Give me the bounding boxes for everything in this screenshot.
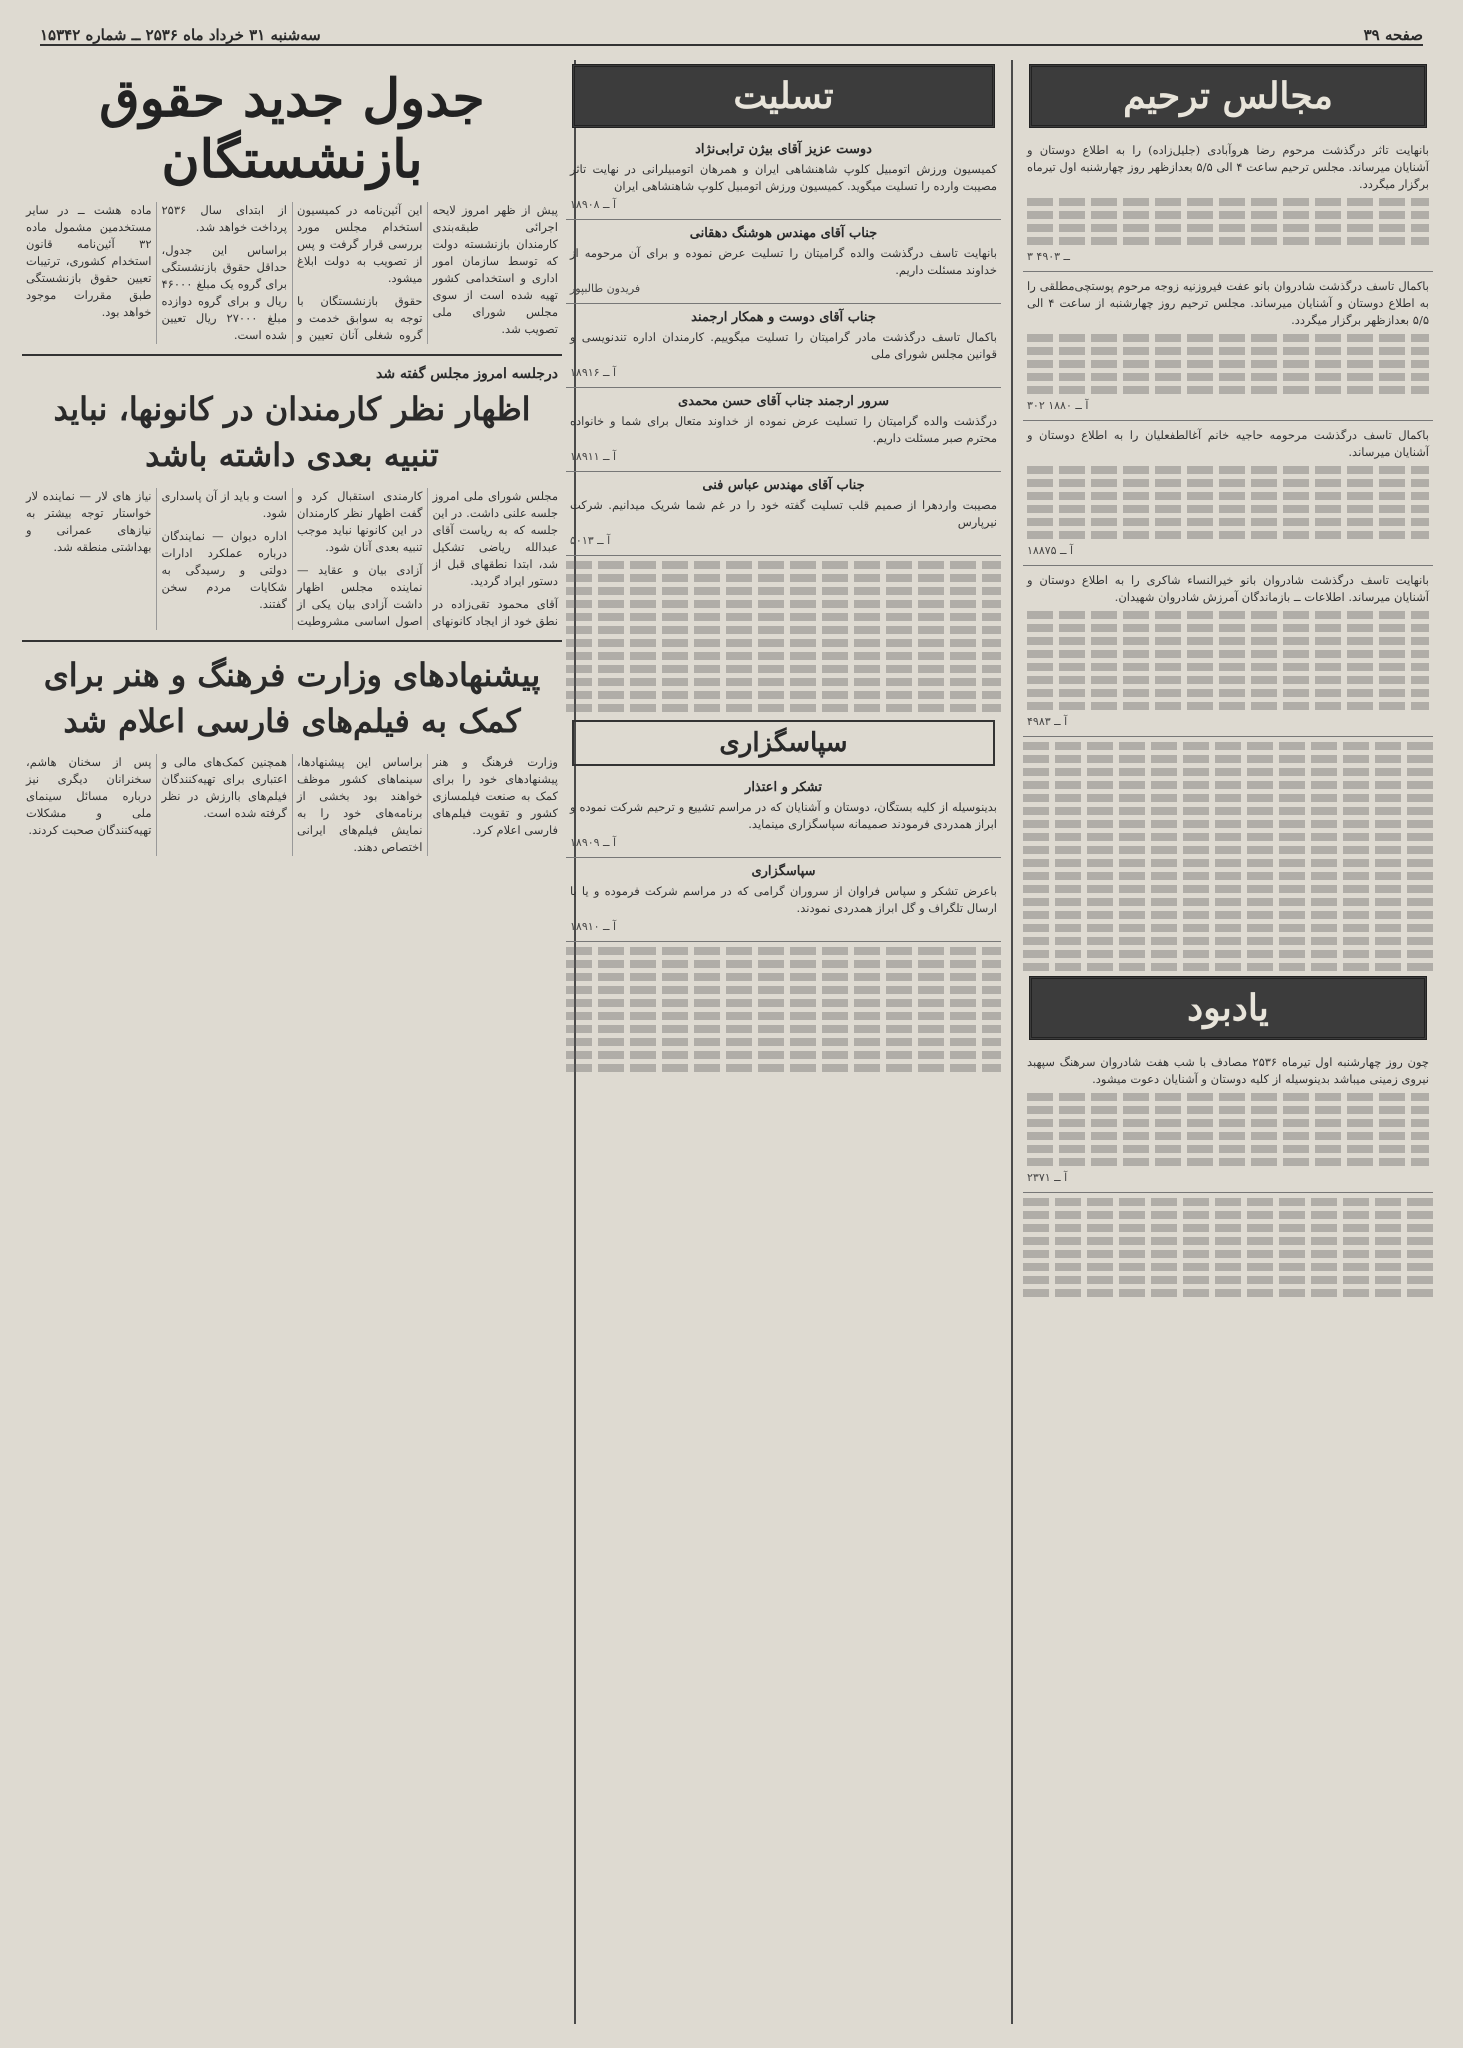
notice-code: آ ــ ۱۸۹۱۱ — [570, 450, 617, 463]
article-paragraph: پس از سخنان هاشم، سخنرانان دیگری نیز درباره مسائل سینمای ملی و مشکلات تهیه‌کنندگان صحبت کردند. — [26, 755, 152, 837]
thanks-banner: سپاسگزاری — [572, 720, 995, 766]
notice-code: آ ــ ۴۹۸۳ — [1027, 715, 1068, 728]
notice — [566, 136, 1001, 220]
notice — [566, 472, 1001, 556]
notice-code: آ ــ ۱۸۹۰۹ — [570, 836, 617, 849]
article-paragraph: براساس این پیشنهادها، سینماهای کشور موظف خواهند بود بخشی از برنامه‌های خود را به نمایش فیلم‌های ایرانی اختصاص دهند. — [297, 755, 423, 854]
notice — [566, 388, 1001, 472]
memorial-banner: مجالس ترحیم — [1029, 64, 1427, 128]
headline-parliament: اظهار نظر کارمندان در کانونها، نباید تنبیه بعدی داشته باشد — [53, 390, 531, 474]
article-paragraph: نیاز های لار — نماینده لار خواستار توجه بیشتر به نیازهای عمرانی و بهداشتی منطقه شد. — [26, 489, 152, 554]
page-header — [40, 14, 1423, 46]
article-paragraph: این آئین‌نامه در کمیسیون استخدام مجلس مورد بررسی قرار گرفت و پس از تصویب به دولت ابلاغ میشود. — [297, 203, 423, 285]
article-paragraph: پیش از ظهر امروز لایحه اجرائی طبقه‌بندی کارمندان بازنشسته دولت که توسط سازمان امور اداری و استخدامی کشور تهیه شده است از سوی مجلس شورای ملی تصویب شد. — [432, 203, 558, 336]
notice — [566, 774, 1001, 858]
article-pensions — [22, 202, 562, 344]
notice-text: باکمال تاسف درگذشت مادر گرامیتان را تسلیت میگوییم. کارمندان اداره تندنویسی و قوانین مجلس شورای ملی — [570, 330, 997, 361]
notice-text: بانهایت تاثر درگذشت مرحوم رضا هروآبادی (جلیل‌زاده) را به اطلاع دوستان و آشنایان میرساند. مجلس ترحیم ساعت ۴ الی ۵/۵ بعدازظهر روز چهارشنبه اول تیرماه برگزار میگردد. — [1027, 143, 1429, 191]
article-culture — [22, 754, 562, 856]
article-paragraph: اداره دیوان — نمایندگان درباره عملکرد ادارات دولتی و رسیدگی به شکایات مردم سخن گفتند. — [161, 529, 287, 611]
notice-code: ۳۰۲ آ ــ ۱۸۸۰ — [1027, 399, 1089, 412]
remembrance-banner: یادبود — [1029, 976, 1427, 1040]
main-headline: جدول جدید حقوق بازنشستگان — [99, 68, 485, 190]
article-paragraph: براساس این جدول، حداقل حقوق بازنشستگی برای گروه یک مبلغ ۴۶۰۰۰ ریال و برای گروه دوازده مبلغ ۲۷۰۰۰ ریال تعیین شده است. — [161, 243, 287, 342]
notice-text: بانهایت تاسف درگذشت والده گرامیتان را تسلیت عرض نموده و برای آن مرحومه از خداوند مسئلت داریم. — [570, 246, 997, 277]
notice — [566, 220, 1001, 304]
date-line: سه‌شنبه ۳۱ خرداد ماه ۲۵۳۶ ــ شماره ۱۵۳۴۲ — [40, 26, 321, 44]
notice-text: بانهایت تاسف درگذشت شادروان بانو خیرالنساء شاکری را به اطلاع دوستان و آشنایان میرساند. اطلاعات ــ بازماندگان آمرزش شادروان شهیدان. — [1027, 573, 1429, 604]
condolence-column — [566, 60, 1001, 2024]
obituary-column — [1023, 60, 1433, 2024]
notice — [1023, 421, 1433, 566]
article-paragraph: آزادی بیان و عقاید — نماینده مجلس اظهار داشت آزادی بیان یکی از اصول اساسی مشروطیت است و باید از آن پاسداری شود. — [161, 489, 423, 628]
article-paragraph: آقای محمود تقی‌زاده در نطق خود از ایجاد کانونهای کارمندی استقبال کرد و گفت اظهار نظر کارمندان در این کانونها نباید موجب تنبیه بعدی آنان شود. — [297, 489, 558, 628]
article-paragraph: همچنین کمک‌های مالی و اعتباری برای تهیه‌کنندگان فیلم‌های باارزش در نظر گرفته شده است. — [161, 755, 287, 820]
notice-code: آ ــ ۱۸۹۰۸ — [570, 198, 617, 211]
notice-code: آ ــ ۱۸۹۱۶ — [570, 366, 617, 379]
notice-text: بدینوسیله از کلیه بستگان، دوستان و آشنایان که در مراسم تشییع و ترحیم شرکت نموده و ابراز همدردی فرمودند صمیمانه سپاسگزاری مینماید. — [570, 800, 997, 831]
article-paragraph: حقوق بازنشستگان با توجه به سوابق خدمت و گروه شغلی آنان تعیین و از ابتدای سال ۲۵۳۶ پرداخت خواهد شد. — [161, 203, 423, 342]
notice-text: باکمال تاسف درگذشت مرحومه حاجیه خانم آغالطفعلیان را به اطلاع دوستان و آشنایان میرساند. — [1027, 428, 1429, 459]
remembrance-notice — [1023, 1048, 1433, 1193]
notice-title: سرور ارجمند جناب آقای حسن محمدی — [678, 394, 889, 409]
notice — [1023, 566, 1433, 737]
notice-title: تشکر و اعتذار — [745, 780, 822, 795]
notice-text: مصیبت واردهرا از صمیم قلب تسلیت گفته خود را در غم شما شریک میدانیم. شرکت نیرپارس — [570, 498, 997, 529]
notice-text: باکمال تاسف درگذشت شادروان بانو عفت فیروزنیه زوجه مرحوم پوستچی‌مطلقی را به اطلاع دوستان و آشنایان میرساند. مجلس ترحیم روز چهارشنبه از ساعت ۴ الی ۵/۵ بعدازظهر برگزار میگردد. — [1027, 279, 1429, 327]
notice-text: کمیسیون ورزش اتومبیل کلوپ شاهنشاهی ایران و همرهان اتومبیلرانی در نهایت تاثر مصیبت وارده را تسلیت میگوید. کمیسیون ورزش اتومبیل کلوپ شاهنشاهی ایران — [570, 162, 997, 193]
notice-text: درگذشت والده گرامیتان را تسلیت عرض نموده از خداوند متعال برای شما و خانواده محترم صبر مسئلت داریم. — [570, 414, 997, 445]
kicker: درجلسه امروز مجلس گفته شد — [376, 366, 558, 382]
article-paragraph: وزارت فرهنگ و هنر پیشنهادهای خود را برای کمک به صنعت فیلمسازی کشور و تقویت فیلم‌های فارسی اعلام کرد. — [432, 755, 558, 837]
notice-code: آ ــ ۱۸۸۷۵ — [1027, 544, 1074, 557]
notice — [566, 858, 1001, 942]
headline-culture: پیشنهادهای وزارت فرهنگ و هنر برای کمک به فیلم‌های فارسی اعلام شد — [43, 656, 541, 740]
column-divider — [1011, 60, 1013, 2024]
notice-text: باعرض تشکر و سپاس فراوان از سروران گرامی که در مراسم شرکت فرموده و یا با ارسال تلگراف و گل ابراز همدردی نمودند. — [570, 884, 998, 915]
notice-text: چون روز چهارشنبه اول تیرماه ۲۵۳۶ مصادف با شب هفت شادروان سرهنگ سپهبد نیروی زمینی میباشد بدینوسیله از کلیه دوستان و آشنایان دعوت میشود. — [1027, 1055, 1429, 1086]
notice-code: فریدون طالبپور — [570, 282, 641, 295]
notice-title: سپاسگزاری — [751, 864, 816, 879]
notice-code: آ ــ ۲۳۷۱ — [1027, 1171, 1068, 1184]
notice-title: جناب آقای مهندس هوشنگ دهقانی — [689, 226, 878, 241]
notice — [566, 304, 1001, 388]
notice-title: جناب آقای دوست و همکار ارجمند — [691, 310, 876, 325]
notice — [1023, 272, 1433, 421]
article-paragraph: مجلس شورای ملی امروز جلسه علنی داشت. در این جلسه که به ریاست آقای عبدالله ریاضی تشکیل شد، ابتدا نطقهای قبل از دستور ایراد گردید. — [432, 489, 558, 588]
notice — [1023, 136, 1433, 272]
page-number: صفحه ۳۹ — [1363, 26, 1423, 44]
condolence-banner: تسلیت — [572, 64, 995, 128]
notice-title: جناب آقای مهندس عباس فنی — [702, 478, 865, 493]
article-paragraph: ماده هشت ــ در سایر مستخدمین مشمول ماده ۳۲ آئین‌نامه قانون استخدام کشوری، ترتیبات تعیین حقوق بازنشستگی طبق مقررات موجود خواهد بود. — [26, 203, 152, 319]
notice-code: ۳ ــ ۴۹۰۳ — [1027, 250, 1070, 263]
notice-code: آ ــ ۱۸۹۱۰ — [570, 920, 617, 933]
notice-title: دوست عزیز آقای بیژن ترابی‌نژاد — [695, 142, 872, 157]
notice-code: آ ــ ۵۰۱۳ — [570, 534, 611, 547]
news-column — [22, 60, 562, 2024]
article-parliament — [22, 488, 562, 630]
